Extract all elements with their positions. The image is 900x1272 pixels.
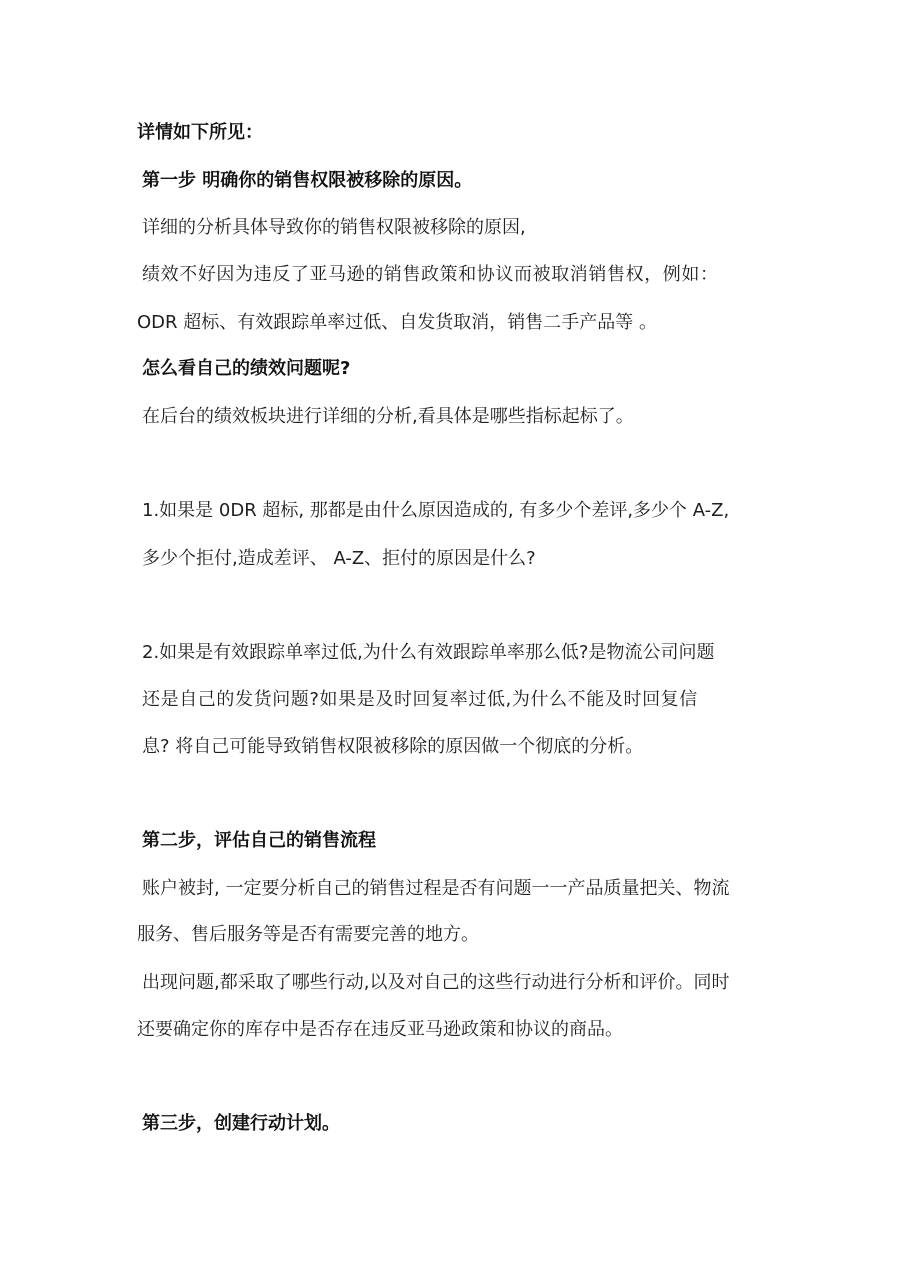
intro-text: 详情如下所见：	[137, 122, 263, 143]
step3-heading: 第三步，创建行动计划。	[142, 1113, 340, 1134]
step2-heading: 第二步，评估自己的销售流程	[142, 830, 376, 851]
item2-line-1: 2.如果是有效跟踪单率过低,为什么有效跟踪单率那么低?是物流公司问题	[142, 642, 715, 663]
performance-heading: 怎么看自己的绩效问题呢?	[142, 358, 351, 379]
step1-paragraph-1: 详细的分析具体导致你的销售权限被移除的原因,	[142, 217, 526, 238]
step1-heading: 第一步 明确你的销售权限被移除的原因。	[142, 170, 473, 191]
performance-paragraph: 在后台的绩效板块进行详细的分析,看具体是哪些指标起标了。	[142, 406, 634, 427]
step2-paragraph-2-line-1: 出现问题,都采取了哪些行动,以及对自己的这些行动进行分析和评价。同时	[142, 972, 730, 993]
step2-paragraph-1-line-1: 账户被封, 一定要分析自己的销售过程是否有问题一一产品质量把关、物流	[142, 878, 730, 899]
item1-line-2: 多少个拒付,造成差评、 A-Z、拒付的原因是什么?	[142, 548, 536, 569]
item2-line-3: 息? 将自己可能导致销售权限被移除的原因做一个彻底的分析。	[142, 736, 644, 757]
item2-line-2: 还是自己的发货问题?如果是及时回复率过低,为什么不能及时回复信	[142, 689, 698, 710]
item1-line-1: 1.如果是 0DR 超标, 那都是由什么原因造成的, 有多少个差评,多少个 A-Z,	[142, 500, 730, 521]
step1-paragraph-3: ODR 超标、有效跟踪单率过低、自发货取消，销售二手产品等 。	[137, 312, 657, 333]
step2-paragraph-1-line-2: 服务、售后服务等是否有需要完善的地方。	[137, 924, 479, 945]
step1-paragraph-2: 绩效不好因为违反了亚马逊的销售政策和协议而被取消销售权，例如：	[142, 264, 719, 285]
step2-paragraph-2-line-2: 还要确定你的库存中是否存在违反亚马逊政策和协议的商品。	[137, 1019, 623, 1040]
